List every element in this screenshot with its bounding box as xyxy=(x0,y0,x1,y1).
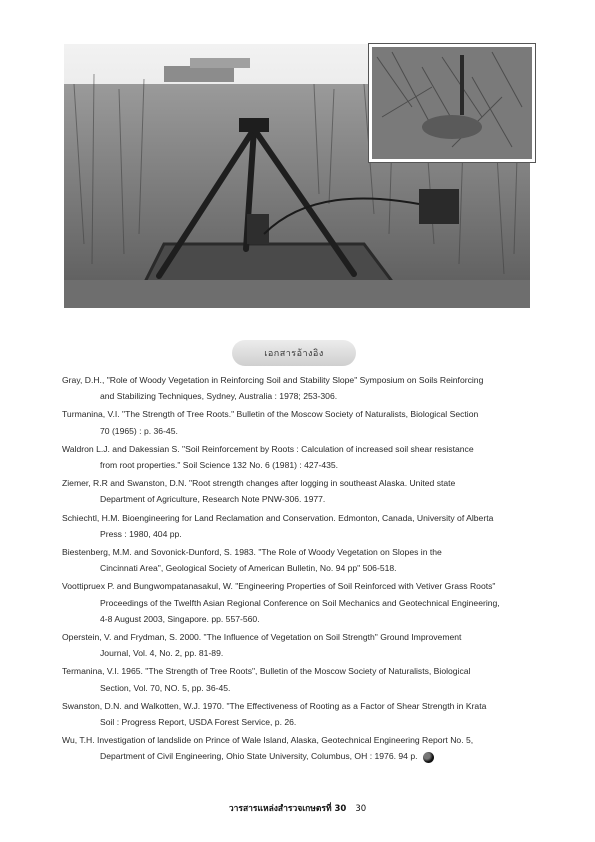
reference-list xyxy=(62,372,532,767)
reference-text: Swanston, D.N. and Walkotten, W.J. 1970. "The Effectiveness of Rooting as a Factor of Shear Strength in Krata xyxy=(62,700,487,711)
reference-text: Voottipruex P. and Bungwompatanasakul, W. "Engineering Properties of Soil Reinforced with Vetiver Grass Roots" xyxy=(62,581,496,592)
reference-item xyxy=(62,578,532,627)
section-heading-text: เอกสารอ้างอิง xyxy=(264,349,324,359)
reference-text-cont: and Stabilizing Techniques, Sydney, Australia : 1978; 253-306. xyxy=(100,391,338,402)
reference-item xyxy=(62,406,532,438)
reference-text: Waldron L.J. and Dakessian S. "Soil Reinforcement by Roots : Calculation of increased soil shear resistance xyxy=(62,443,474,454)
reference-item xyxy=(62,698,532,730)
reference-text: Ziemer, R.R and Swanston, D.N. "Root strength changes after logging in southeast Alaska. United state xyxy=(62,478,456,489)
reference-text-cont: Section, Vol. 70, NO. 5, pp. 36-45. xyxy=(100,682,231,693)
reference-text-cont: 4-8 August 2003, Singapore. pp. 557-560. xyxy=(100,613,260,624)
reference-text-cont: Cincinnati Area", Geological Society of American Bulletin, No. 94 pp" 506-518. xyxy=(100,563,397,574)
reference-text-cont: Journal, Vol. 4, No. 2, pp. 81-89. xyxy=(100,648,224,659)
reference-item xyxy=(62,629,532,661)
reference-text-cont: Soil : Progress Report, USDA Forest Service, p. 26. xyxy=(100,717,297,728)
reference-item xyxy=(62,441,532,473)
footer-title: วารสารแหล่งสำรวจเกษตรที่ 30 xyxy=(228,804,347,814)
reference-text-last: Department of Civil Engineering, Ohio State University, Columbus, OH : 1976. 94 p. xyxy=(100,751,418,762)
page-number: 30 xyxy=(355,804,367,814)
reference-text: Operstein, V. and Frydman, S. 2000. "The Influence of Vegetation on Soil Strength" Ground Improvement xyxy=(62,632,462,643)
page-footer xyxy=(0,801,595,815)
reference-text-cont: 70 (1965) : p. 36-45. xyxy=(100,425,178,436)
reference-text: Wu, T.H. Investigation of landslide on Prince of Wale Island, Alaska, Geotechnical Engineering Report No. 5, xyxy=(62,735,474,746)
reference-item xyxy=(62,510,532,542)
end-of-article-icon xyxy=(423,752,434,763)
reference-item xyxy=(62,475,532,507)
reference-item xyxy=(62,372,532,404)
reference-item xyxy=(62,544,532,576)
reference-text-cont: from root properties." Soil Science 132 No. 6 (1981) : 427-435. xyxy=(100,460,339,471)
reference-text-cont xyxy=(62,748,532,764)
reference-text-cont: Department of Agriculture, Research Note PNW-306. 1977. xyxy=(100,494,326,505)
reference-text-cont: Proceedings of the Twelfth Asian Regional Conference on Soil Mechanics and Geotechnical Engineering, xyxy=(100,597,500,608)
reference-item xyxy=(62,732,532,764)
inset-photo-drawing xyxy=(372,47,532,159)
reference-item xyxy=(62,663,532,695)
reference-text: Turmanina, V.I. "The Strength of Tree Roots." Bulletin of the Moscow Society of Naturalists, Biological Section xyxy=(62,409,479,420)
section-heading xyxy=(232,340,356,366)
reference-text: Gray, D.H., "Role of Woody Vegetation in Reinforcing Soil and Stability Slope" Symposium on Soils Reinforcing xyxy=(62,375,484,385)
reference-text: Schiechtl, H.M. Bioengineering for Land Reclamation and Conservation. Edmonton, Canada, University of Alberta xyxy=(62,512,494,523)
reference-text-cont: Press : 1980, 404 pp. xyxy=(100,528,182,539)
inset-photo xyxy=(369,44,535,162)
reference-text: Termanina, V.I. 1965. "The Strength of Tree Roots", Bulletin of the Moscow Society of Naturalists, Biological xyxy=(62,666,471,677)
reference-text: Biestenberg, M.M. and Sovonick-Dunford, S. 1983. "The Role of Woody Vegetation on Slopes in the xyxy=(62,547,442,558)
